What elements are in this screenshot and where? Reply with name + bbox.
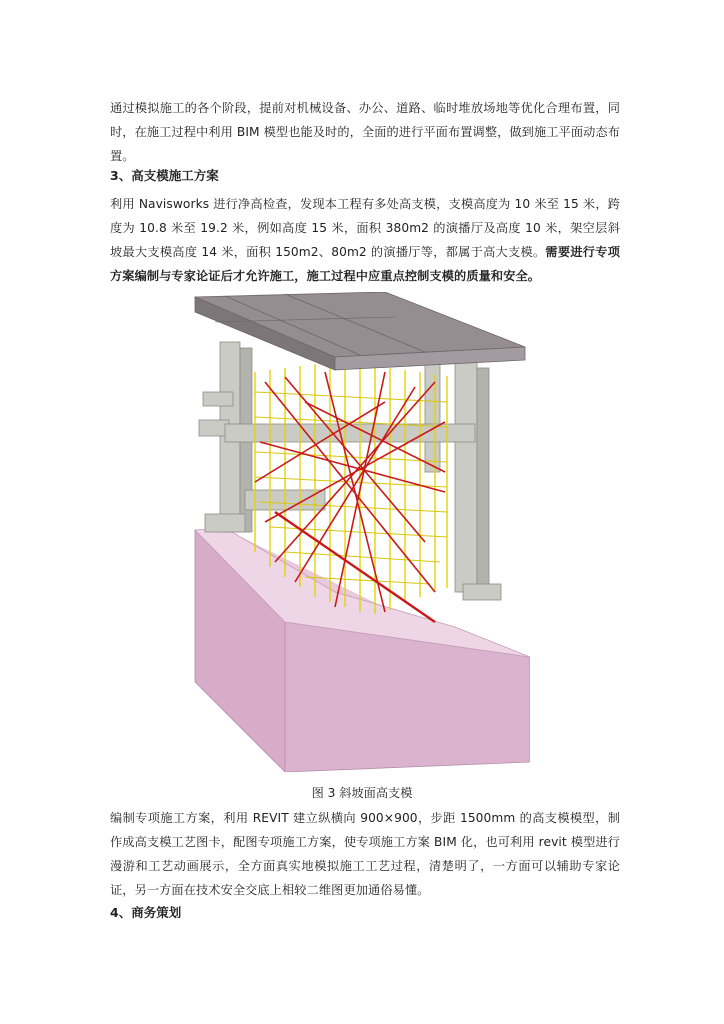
paragraph-revit-model: 编制专项施工方案，利用 REVIT 建立纵横向 900×900，步距 1500mm 的高支模模型，制作成高支模工艺图卡，配图专项施工方案，使专项施工方案 BIM 化，也可利用 revit 模型进行漫游和工艺动画展示，全方面真实地模拟施工工艺过程，清楚明了，一方面可以辅助专家论证，另一方面在技术安全交底上相较二维图更加通俗易懂。 [110, 811, 620, 897]
paragraph-high-formwork [110, 192, 620, 288]
paragraph-high-formwork-text: 利用 Navisworks 进行净高检查，发现本工程有多处高支模，支模高度为 10 米至 15 米，跨度为 10.8 米至 19.2 米，例如高度 15 米，面积 380m2 的演播厅及高度 10 米，架空层斜坡最大支模高度 14 米，面积 150m2、80m2 的演播厅等，都属于高大支模。 [110, 197, 620, 259]
figure-caption: 图 3 斜坡面高支模 [311, 786, 413, 800]
heading-business-planning: 4、商务策划 [110, 905, 182, 920]
high-formwork-model-figure [185, 292, 530, 772]
paragraph-high-formwork-emphasis: 需要进行专项方案编制与专家论证后才允许施工，施工过程中应重点控制支模的质量和安全。 [110, 245, 620, 283]
heading-high-formwork: 3、高支模施工方案 [110, 168, 219, 183]
paragraph-site-layout: 通过模拟施工的各个阶段，提前对机械设备、办公、道路、临时堆放场地等优化合理布置，同时，在施工过程中利用 BIM 模型也能及时的，全面的进行平面布置调整，做到施工平面动态布置。 [110, 101, 620, 163]
